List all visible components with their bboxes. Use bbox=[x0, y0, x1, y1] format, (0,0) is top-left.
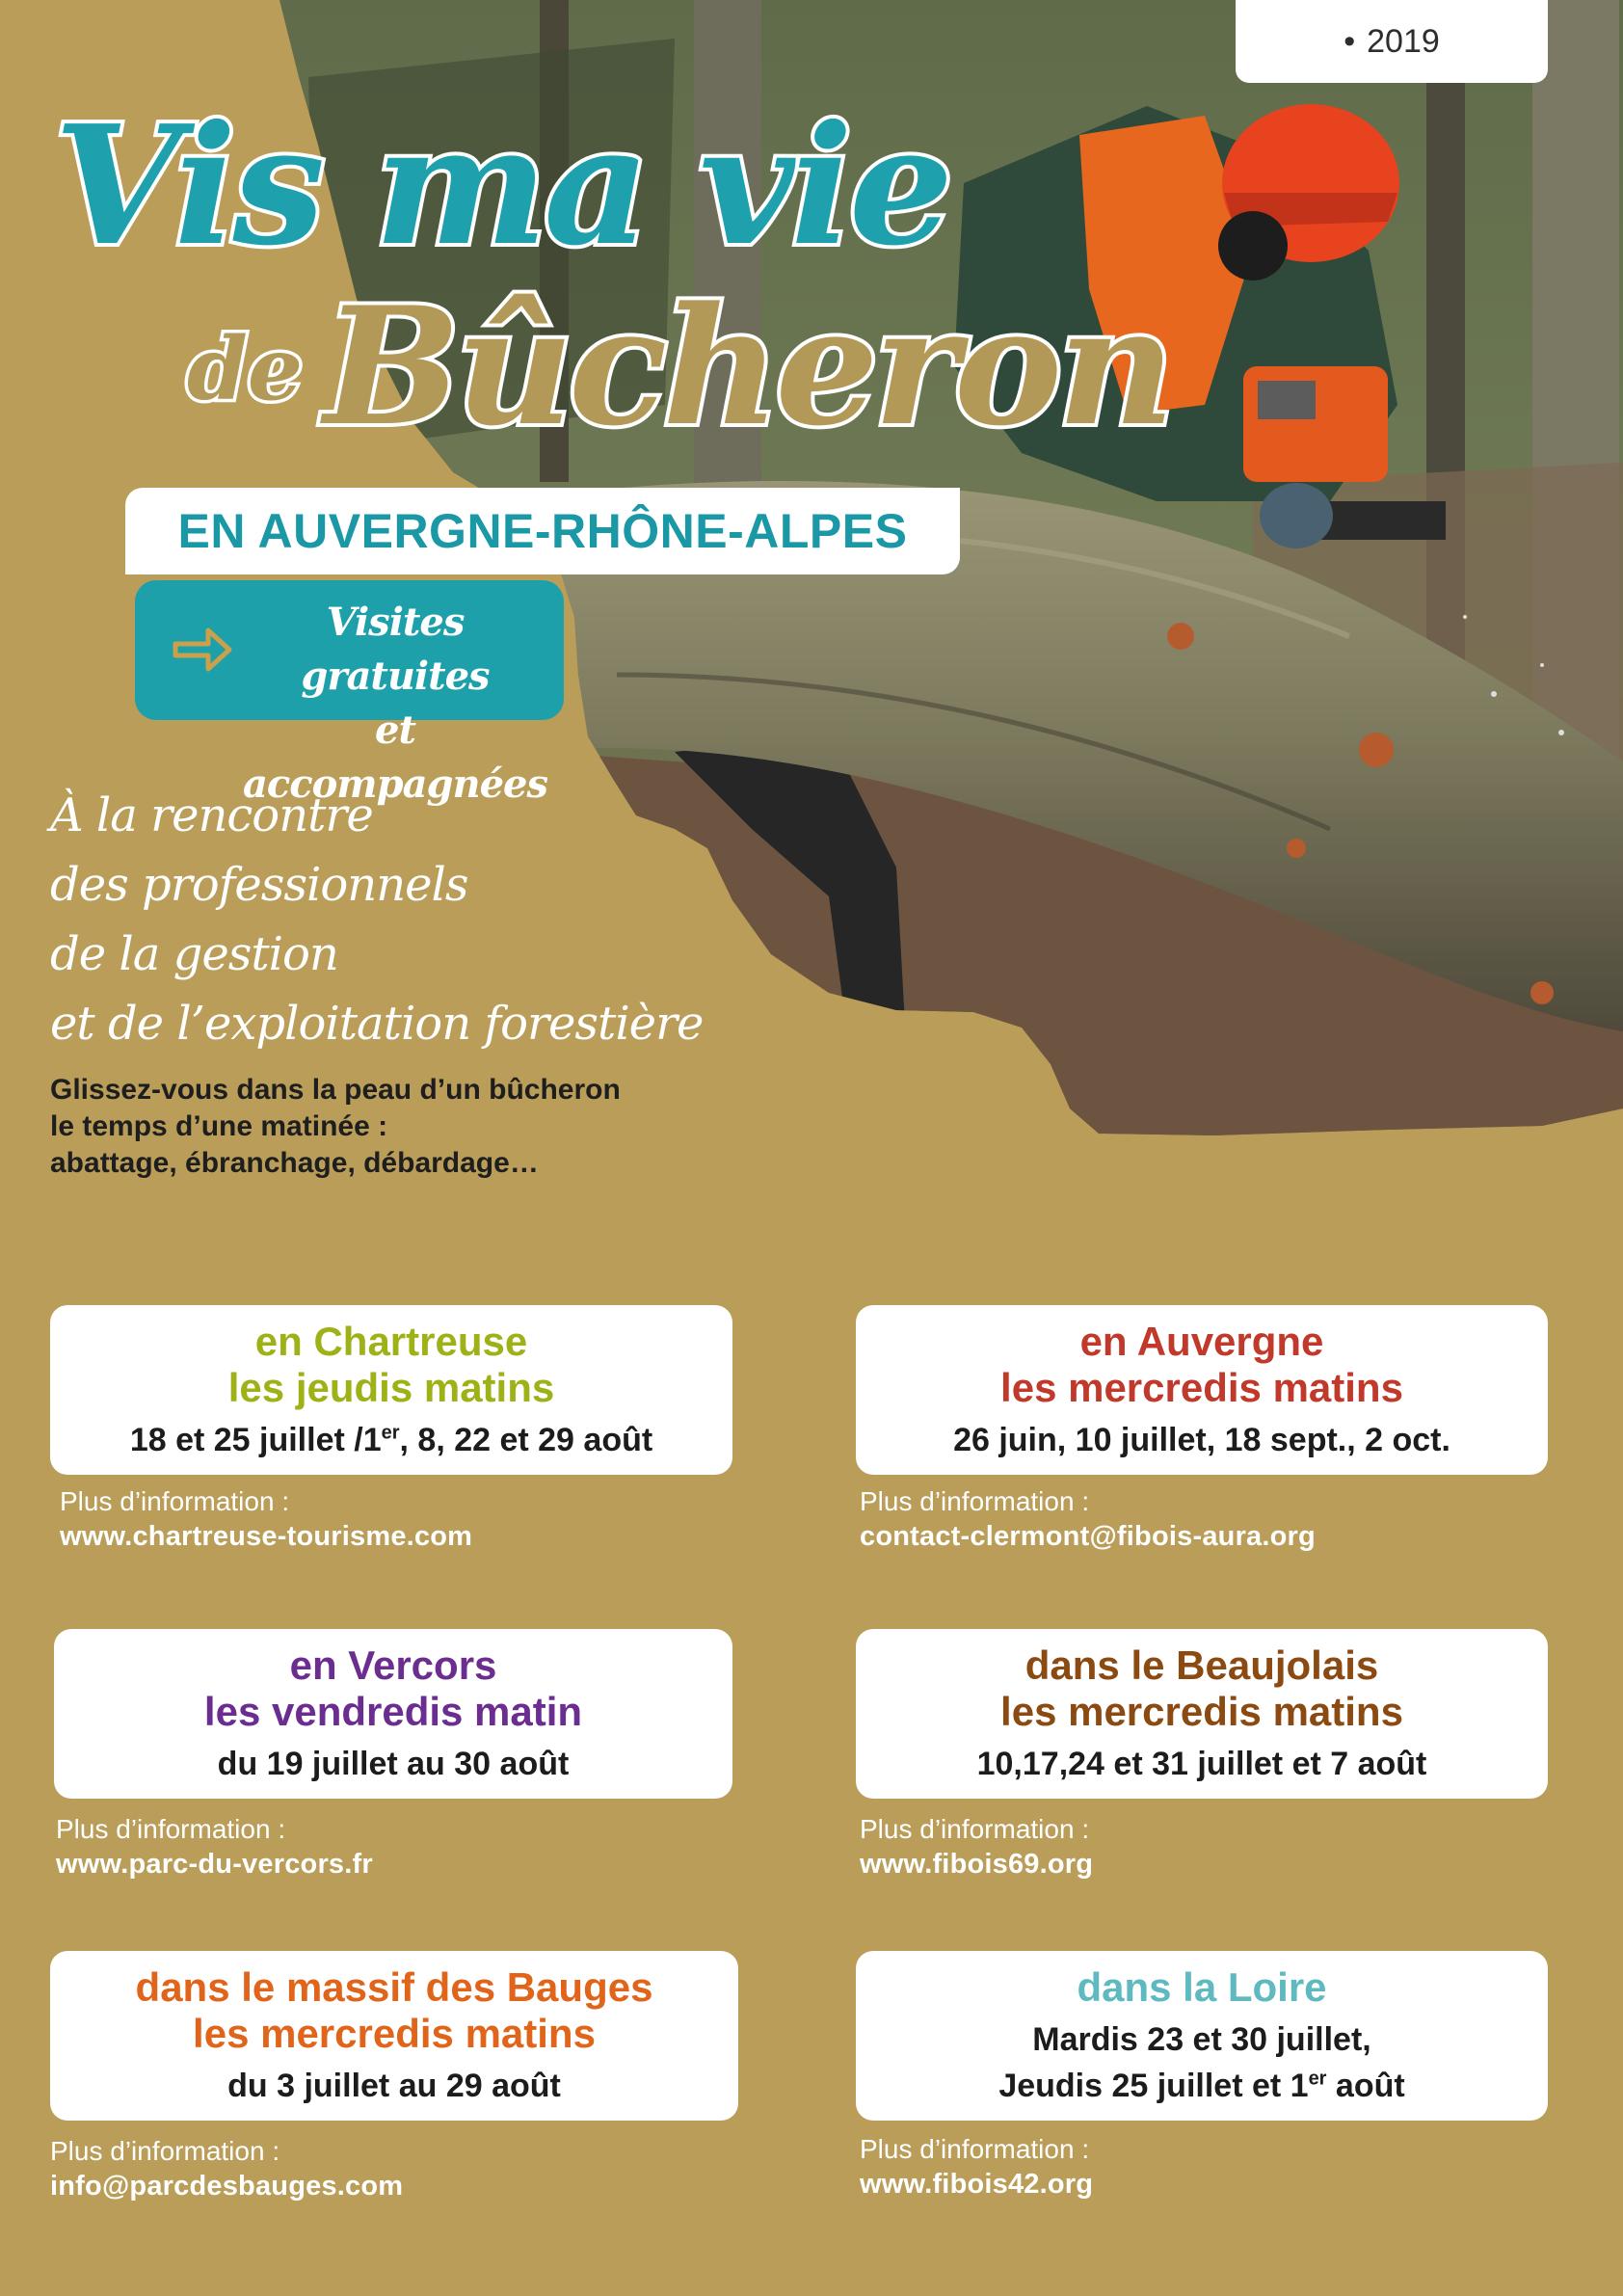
dates: du 19 juillet au 30 août bbox=[217, 1746, 570, 1782]
contact-link[interactable]: www.fibois42.org bbox=[860, 2169, 1094, 2200]
free-visits-text bbox=[231, 596, 559, 812]
lead-line: le temps d’une matinée : bbox=[50, 1110, 388, 1142]
year: 2019 bbox=[1367, 22, 1440, 60]
dates: 26 juin, 10 juillet, 18 sept., 2 oct. bbox=[953, 1422, 1450, 1458]
info-auvergne bbox=[860, 1484, 1316, 1554]
info-label: Plus d’information : bbox=[860, 1486, 1090, 1516]
card-bauges bbox=[50, 1951, 738, 2121]
schedule-day: les mercredis matins bbox=[193, 2011, 596, 2056]
title-vis-ma-vie: Vis ma vie bbox=[54, 90, 950, 282]
info-beaujolais bbox=[860, 1812, 1093, 1882]
title-bucheron: Bûcheron bbox=[324, 271, 1171, 462]
card-beaujolais bbox=[856, 1629, 1548, 1799]
location-name: en Chartreuse bbox=[254, 1319, 528, 1364]
location-name: dans le Beaujolais bbox=[1024, 1642, 1379, 1688]
dates-part: Jeudis 25 juillet et 1 bbox=[998, 2068, 1309, 2104]
bullet-icon: • bbox=[1344, 22, 1356, 60]
schedule-day: les mercredis matins bbox=[1000, 1365, 1403, 1410]
schedule-day: les vendredis matin bbox=[203, 1689, 583, 1734]
contact-link[interactable]: www.fibois69.org bbox=[860, 1849, 1094, 1880]
free-visits-badge bbox=[135, 580, 564, 807]
intro-line: et de l’exploitation forestière bbox=[50, 997, 704, 1051]
contact-link[interactable]: info@parcdesbauges.com bbox=[50, 2171, 404, 2202]
contact-link[interactable]: contact-clermont@fibois-aura.org bbox=[860, 1521, 1316, 1552]
card-loire bbox=[856, 1951, 1548, 2121]
info-label: Plus d’information : bbox=[60, 1486, 290, 1516]
dates-sup: er bbox=[1308, 2068, 1327, 2090]
dates-part: , 8, 22 et 29 août bbox=[399, 1422, 653, 1458]
card-vercors bbox=[54, 1629, 732, 1799]
schedule-day: les mercredis matins bbox=[1000, 1689, 1403, 1734]
contact-link[interactable]: www.parc-du-vercors.fr bbox=[56, 1849, 373, 1880]
info-label: Plus d’information : bbox=[860, 2134, 1090, 2164]
info-loire bbox=[860, 2132, 1093, 2202]
location-name: en Vercors bbox=[289, 1642, 497, 1688]
intro-line: À la rencontre bbox=[50, 788, 373, 842]
region-banner bbox=[125, 488, 960, 574]
lead-line: Glissez-vous dans la peau d’un bûcheron bbox=[50, 1074, 621, 1106]
dates: Mardis 23 et 30 juillet, bbox=[1032, 2021, 1371, 2058]
dates-part: 18 et 25 juillet /1 bbox=[129, 1422, 382, 1458]
visits-line-1: Visites gratuites bbox=[301, 600, 490, 699]
dates bbox=[50, 1419, 732, 1461]
contact-link[interactable]: www.chartreuse-tourisme.com bbox=[60, 1521, 473, 1552]
info-label: Plus d’information : bbox=[860, 1814, 1090, 1844]
schedule-day: les jeudis matins bbox=[227, 1365, 555, 1410]
visits-line-2: et accompagnées bbox=[243, 707, 547, 807]
dates-part: août bbox=[1326, 2068, 1405, 2104]
info-chartreuse bbox=[60, 1484, 472, 1554]
location-name: en Auvergne bbox=[1079, 1319, 1324, 1364]
year-tab bbox=[1236, 0, 1548, 83]
intro-line: de la gestion bbox=[50, 927, 338, 981]
intro-tagline bbox=[50, 781, 725, 1058]
dates bbox=[856, 2063, 1548, 2109]
info-label: Plus d’information : bbox=[50, 2136, 280, 2166]
info-bauges bbox=[50, 2134, 403, 2203]
location-name: dans le massif des Bauges bbox=[135, 1964, 653, 2010]
info-vercors bbox=[56, 1812, 373, 1882]
intro-line: des professionnels bbox=[50, 858, 468, 912]
dates: du 3 juillet au 29 août bbox=[227, 2068, 561, 2104]
region-text: EN AUVERGNE-RHÔNE-ALPES bbox=[177, 504, 908, 558]
location-name: dans la Loire bbox=[1077, 1964, 1327, 2010]
arrow-right-icon bbox=[172, 619, 233, 681]
card-auvergne bbox=[856, 1305, 1548, 1475]
title-de: de bbox=[187, 318, 304, 420]
card-chartreuse bbox=[50, 1305, 732, 1475]
lead-paragraph bbox=[50, 1072, 783, 1182]
dates: 10,17,24 et 31 juillet et 7 août bbox=[976, 1746, 1427, 1782]
lead-line: abattage, ébranchage, débardage… bbox=[50, 1147, 539, 1179]
info-label: Plus d’information : bbox=[56, 1814, 286, 1844]
dates-sup: er bbox=[381, 1422, 400, 1444]
